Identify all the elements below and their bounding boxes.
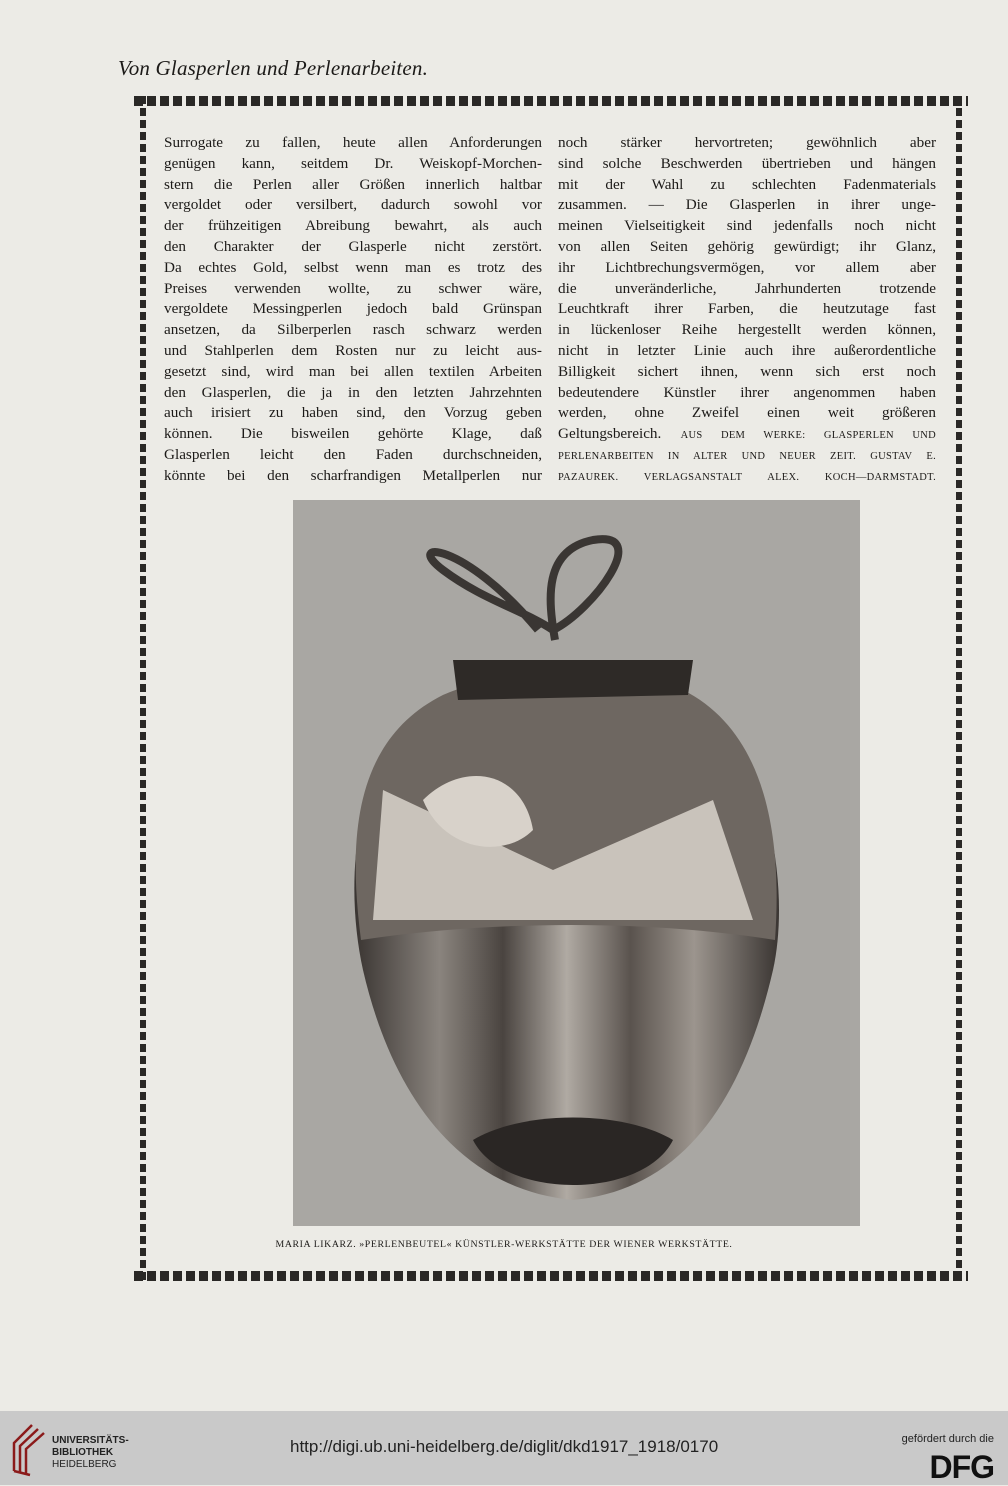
source-note: AUS DEM WERKE: GLASPERLEN UND (680, 430, 936, 442)
text-line: Da echtes Gold, selbst wenn man es trotz des (164, 258, 542, 276)
figure-caption: MARIA LIKARZ. »PERLENBEUTEL« KÜNSTLER-WERKSTÄTTE DER WIENER WERKSTÄTTE. (275, 1239, 733, 1250)
text-line: vergoldete Messingperlen jedoch bald Grünspan (164, 300, 542, 318)
text-line: könnte bei den scharfrandigen Metallperlen nur (164, 466, 542, 484)
text-line: ansetzen, da Silberperlen rasch schwarz werden (164, 321, 542, 339)
text-line-with-source (558, 424, 936, 447)
text-line: genügen kann, seitdem Dr. Weiskopf-Morchen- (164, 154, 542, 172)
text-line: nicht in letzter Linie auch ihre außerordentliche (558, 341, 936, 359)
text-line: PAZAUREK. VERLAGSANSTALT ALEX. KOCH—DARMSTADT. (558, 471, 936, 483)
library-name (52, 1435, 129, 1471)
text-line: und Stahlperlen dem Rosten nur zu leicht aus- (164, 341, 542, 359)
text-line: gesetzt sind, wird man bei allen textilen Arbeiten (164, 362, 542, 380)
library-line: HEIDELBERG (52, 1459, 117, 1470)
text-line: PERLENARBEITEN IN ALTER UND NEUER ZEIT. GUSTAV E. (558, 450, 936, 462)
footer-bar (0, 1411, 1008, 1485)
text-line: den Glasperlen, die ja in den letzten Jahrzehnten (164, 383, 542, 401)
right-text-column (558, 133, 936, 489)
text-line: noch stärker hervortreten; gewöhnlich aber (558, 134, 936, 151)
border-right (956, 96, 962, 1281)
library-line: BIBLIOTHEK (52, 1447, 114, 1458)
left-text-column (164, 133, 542, 487)
text-line: sind solche Beschwerden übertrieben und hängen (558, 154, 936, 172)
funding-note: gefördert durch die (901, 1433, 994, 1445)
border-bottom (134, 1271, 968, 1281)
text-line: Geltungsbereich. (558, 425, 662, 443)
border-left (140, 96, 146, 1281)
text-line: Glasperlen leicht den Faden durchschneiden, (164, 445, 542, 463)
text-line: auch irisiert zu haben sind, den Vorzug geben (164, 404, 542, 422)
running-head: Von Glasperlen und Perlenarbeiten. (118, 56, 429, 80)
dfg-logo: DFG (929, 1449, 994, 1485)
text-line: mit der Wahl zu schlechten Fadenmaterials (558, 175, 936, 193)
text-line: der frühzeitigen Abreibung bewahrt, als auch (164, 217, 542, 235)
text-line: können. Die bisweilen gehörte Klage, daß (164, 425, 542, 443)
text-line: ihr Lichtbrechungsvermögen, vor allem aber (558, 258, 936, 276)
text-line: in lückenloser Reihe hergestellt werden können, (558, 321, 936, 339)
library-line: UNIVERSITÄTS- (52, 1435, 129, 1446)
border-top (134, 96, 968, 106)
text-line: den Charakter der Glasperle nicht zerstört. (164, 237, 542, 255)
university-library-logo-icon (10, 1421, 48, 1477)
text-line: stern die Perlen aller Größen innerlich haltbar (164, 175, 542, 193)
text-line: bedeutendere Künstler ihrer angenommen haben (558, 383, 936, 401)
photograph-bead-bag (293, 500, 860, 1226)
text-line: meinen Vielseitigkeit sind jedenfalls noch nicht (558, 217, 936, 235)
text-line: Billigkeit sichert ihnen, wenn sich erst noch (558, 362, 936, 380)
text-line: vergoldet oder versilbert, dadurch sowohl vor (164, 196, 542, 214)
text-line: die unveränderliche, Jahrhunderten trotzende (558, 279, 936, 297)
text-line: werden, ohne Zweifel einen weit größeren (558, 404, 936, 422)
text-line: Surrogate zu fallen, heute allen Anforderungen (164, 134, 542, 151)
text-line: zusammen. — Die Glasperlen in ihrer unge- (558, 196, 936, 214)
text-line: Preises verwenden wollte, zu schwer wäre, (164, 279, 542, 297)
text-line: von allen Seiten gehörig gewürdigt; ihr Glanz, (558, 237, 936, 255)
permalink-url[interactable]: http://digi.ub.uni-heidelberg.de/diglit/dkd1917_1918/0170 (290, 1437, 719, 1456)
text-line: Leuchtkraft ihrer Farben, die heutzutage fast (558, 300, 936, 318)
